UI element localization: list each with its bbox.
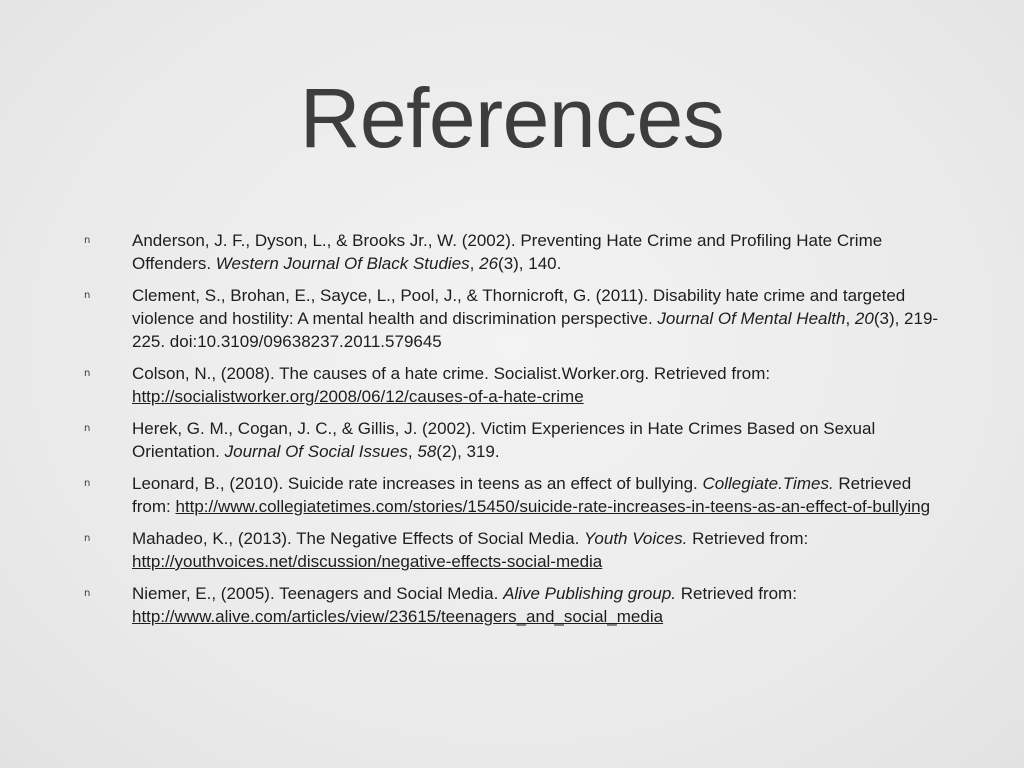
reference-link[interactable]: http://socialistworker.org/2008/06/12/causes-of-a-hate-crime [132, 387, 584, 406]
reference-authors: Clement, S., Brohan, E., Sayce, L., Pool, J., & Thornicroft, G. (2011). Disability hate crime and targeted violence and hostility: A mental health and discrimination perspective. [132, 286, 906, 328]
reference-authors: Niemer, E., (2005). Teenagers and Social Media. [132, 584, 504, 603]
reference-link[interactable]: http://www.collegiatetimes.com/stories/15450/suicide-rate-increases-in-teens-as-an-effect-of-bullying [175, 497, 931, 516]
reference-volume: 26 [479, 254, 499, 273]
bullet-icon: n [84, 423, 91, 434]
reference-item [0, 582, 1024, 628]
reference-details: (3), 140. [498, 254, 562, 273]
reference-journal: Collegiate.Times. [702, 474, 834, 493]
reference-authors: Leonard, B., (2010). Suicide rate increases in teens as an effect of bullying. [132, 474, 703, 493]
reference-journal: Alive Publishing group. [503, 584, 677, 603]
reference-retrieved: Retrieved from: [676, 584, 797, 603]
reference-retrieved: Retrieved from: [687, 529, 809, 548]
reference-item [0, 472, 1024, 518]
reference-details: (2), 319. [436, 442, 500, 461]
bullet-icon: n [84, 533, 91, 544]
bullet-icon: n [84, 235, 91, 246]
reference-volume: 20 [854, 309, 874, 328]
reference-separator: , [845, 309, 855, 328]
reference-item [0, 362, 1024, 408]
reference-item [0, 527, 1024, 573]
reference-journal: Journal Of Mental Health [657, 309, 846, 328]
bullet-icon: n [84, 368, 91, 379]
reference-retrieved: Retrieved from: [132, 474, 912, 516]
reference-separator: , [469, 254, 480, 273]
reference-item [0, 417, 1024, 463]
reference-journal: Western Journal Of Black Studies [215, 254, 470, 273]
reference-link[interactable]: http://www.alive.com/articles/view/23615/teenagers_and_social_media [132, 607, 664, 626]
bullet-icon: n [84, 290, 91, 301]
reference-list [0, 229, 1024, 637]
reference-item [0, 229, 1024, 275]
slide-title: References [299, 71, 725, 165]
reference-journal: Youth Voices. [584, 529, 688, 548]
reference-separator: , [407, 442, 418, 461]
bullet-icon: n [84, 588, 91, 599]
reference-volume: 58 [417, 442, 437, 461]
bullet-icon: n [84, 478, 91, 489]
reference-journal: Journal Of Social Issues [224, 442, 408, 461]
reference-details: (3), 219-225. doi:10.3109/09638237.2011.579645 [132, 309, 939, 351]
reference-authors: Colson, N., (2008). The causes of a hate crime. Socialist.Worker.org. Retrieved from: [132, 364, 771, 383]
reference-authors: Mahadeo, K., (2013). The Negative Effects of Social Media. [132, 529, 585, 548]
reference-authors: Herek, G. M., Cogan, J. C., & Gillis, J. (2002). Victim Experiences in Hate Crimes Based on Sexual Orientation. [132, 419, 876, 461]
reference-item [0, 284, 1024, 353]
reference-link[interactable]: http://youthvoices.net/discussion/negative-effects-social-media [132, 552, 603, 571]
reference-authors: Anderson, J. F., Dyson, L., & Brooks Jr., W. (2002). Preventing Hate Crime and Profiling Hate Crime Offenders. [132, 231, 883, 273]
